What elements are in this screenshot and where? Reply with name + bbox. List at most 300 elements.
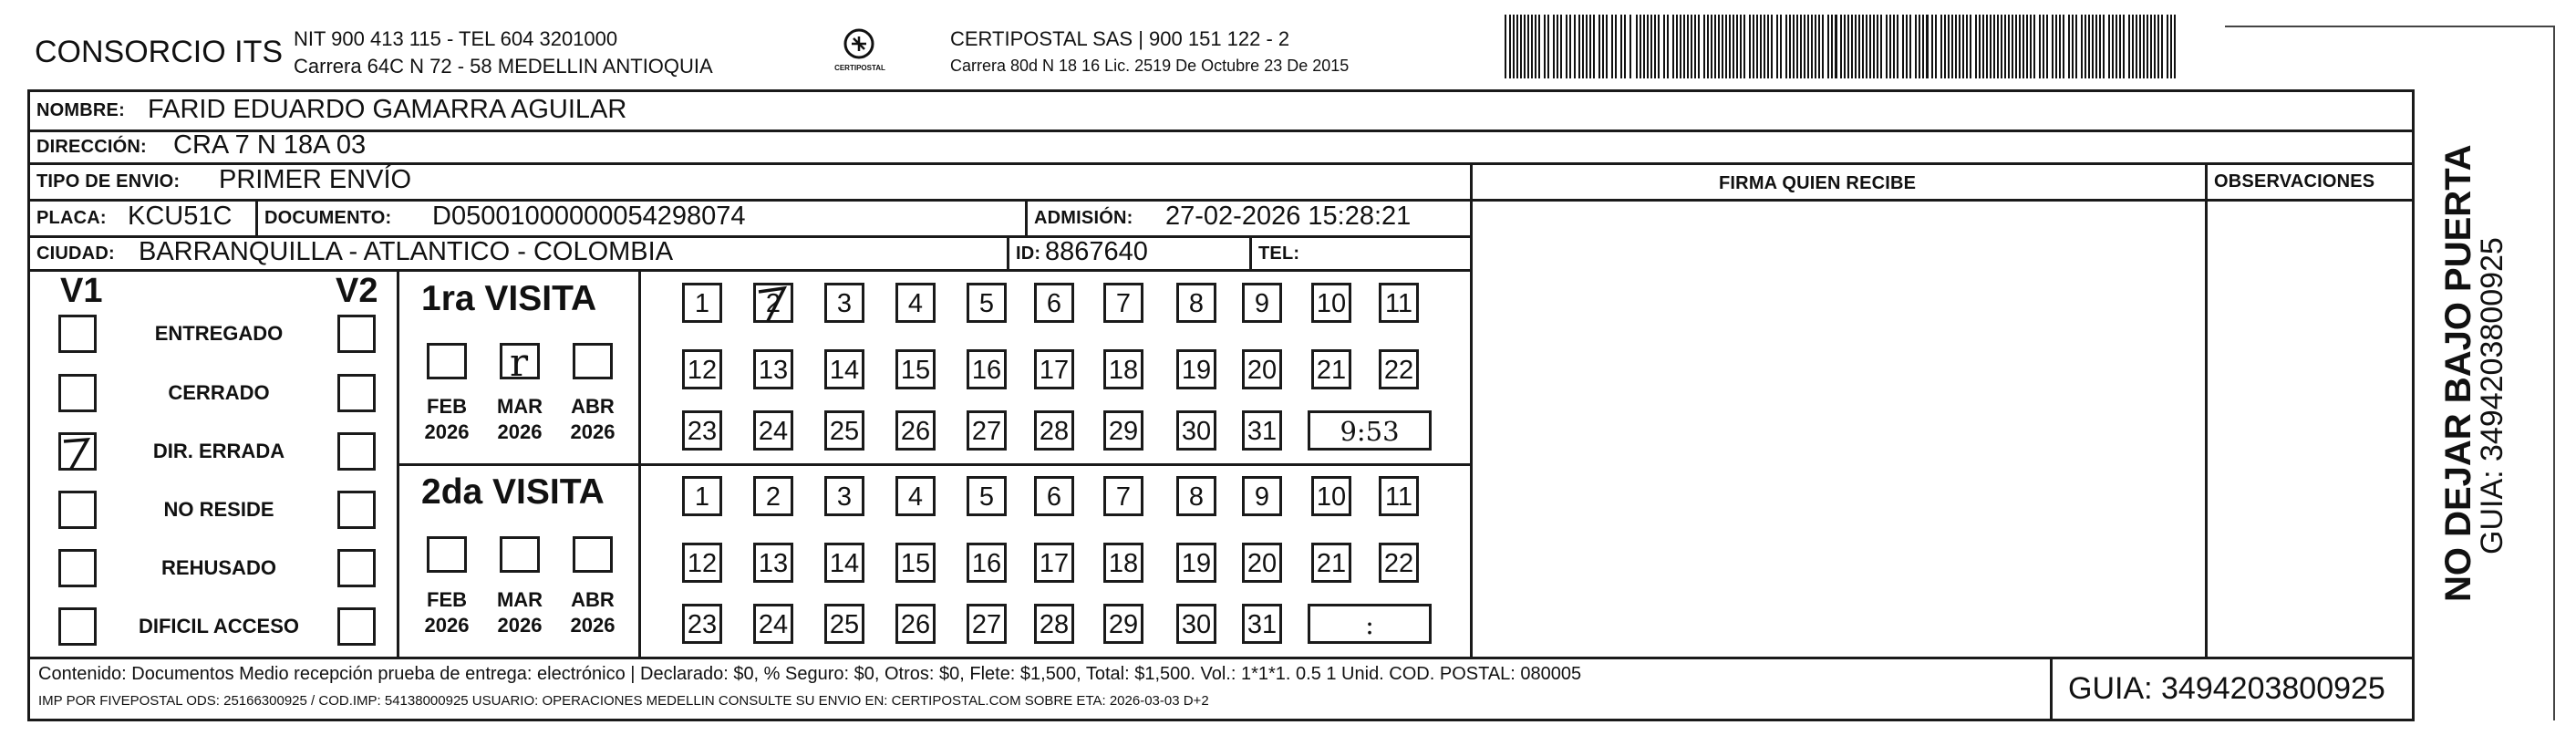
v1-checkbox[interactable] — [58, 315, 97, 353]
day-number: 10 — [1316, 289, 1347, 318]
barcode-bar — [1636, 15, 1638, 78]
day-number: 21 — [1316, 549, 1347, 578]
v2-checkbox[interactable] — [337, 432, 376, 471]
barcode-bar — [1915, 15, 1917, 78]
barcode-bar — [2136, 15, 2137, 78]
barcode-bar — [1851, 15, 1853, 78]
barcode-bar — [2072, 15, 2074, 78]
day-box[interactable] — [1034, 604, 1074, 644]
barcode-bar — [2157, 15, 2159, 78]
day-box[interactable] — [1103, 283, 1143, 323]
barcode-bar — [1663, 15, 1665, 78]
day-number: 3 — [836, 289, 853, 318]
day-box[interactable] — [1034, 543, 1074, 583]
day-box[interactable] — [1379, 476, 1419, 516]
day-box[interactable] — [1242, 349, 1282, 389]
day-box[interactable] — [824, 543, 864, 583]
day-number: 29 — [1108, 610, 1139, 639]
barcode-bar — [1811, 15, 1813, 78]
day-number: 2 — [765, 482, 781, 512]
barcode-bar — [2081, 15, 2083, 78]
barcode-bar — [1711, 15, 1712, 78]
day-number: 22 — [1383, 549, 1414, 578]
ciudad-value: BARRANQUILLA - ATLANTICO - COLOMBIA — [139, 237, 674, 266]
month-label: ABR 2026 — [570, 395, 616, 443]
day-box[interactable] — [682, 476, 722, 516]
barcode-bar — [1667, 15, 1669, 78]
day-box[interactable] — [1103, 410, 1143, 451]
day-box[interactable] — [1034, 410, 1074, 451]
barcode-bar — [1827, 15, 1829, 78]
frame-bottom — [27, 719, 2415, 721]
day-number: 2 — [765, 289, 781, 318]
day-box[interactable] — [1103, 604, 1143, 644]
day-number: 8 — [1188, 482, 1205, 512]
barcode-bar — [1835, 15, 1837, 78]
time-box[interactable] — [1308, 604, 1432, 644]
firma-header-line — [1470, 199, 2415, 202]
day-box[interactable] — [895, 604, 936, 644]
day-number: 22 — [1383, 356, 1414, 385]
day-box[interactable] — [753, 476, 793, 516]
day-box[interactable] — [1242, 476, 1282, 516]
barcode-bar — [1629, 15, 1631, 78]
barcode-bar — [2012, 15, 2013, 78]
barcode-bar — [1740, 15, 1742, 78]
day-box[interactable] — [895, 476, 936, 516]
day-box[interactable] — [1176, 349, 1216, 389]
barcode-bar — [2143, 15, 2145, 78]
row-line-5 — [27, 269, 1473, 272]
barcode-bar — [1598, 15, 1600, 78]
barcode-bar — [1975, 15, 1977, 78]
barcode-bar — [1966, 15, 1968, 78]
barcode-bar — [2147, 15, 2148, 78]
barcode-bar — [2108, 15, 2110, 78]
day-box[interactable] — [682, 283, 722, 323]
barcode-bar — [1698, 15, 1700, 78]
barcode-bar — [2008, 15, 2010, 78]
v1-label: V1 — [60, 272, 103, 310]
day-number: 11 — [1384, 482, 1413, 512]
v1-checkbox[interactable] — [58, 549, 97, 587]
status-option-label: NO RESIDE — [163, 498, 274, 521]
day-number: 17 — [1039, 356, 1070, 385]
day-number: 14 — [829, 549, 860, 578]
frame-top — [27, 89, 2415, 92]
handwritten-month-mark: r — [510, 340, 529, 385]
day-box[interactable] — [967, 476, 1007, 516]
month-checkbox[interactable] — [573, 536, 613, 573]
day-box[interactable] — [967, 410, 1007, 451]
barcode-bar — [2001, 15, 2002, 78]
day-box[interactable] — [1379, 543, 1419, 583]
barcode-bar — [2019, 15, 2021, 78]
day-box[interactable] — [1176, 476, 1216, 516]
barcode-bar — [1926, 15, 1929, 78]
barcode-bar — [1574, 15, 1576, 78]
status-option-label: REHUSADO — [161, 556, 276, 579]
footer-guia-divider — [2050, 657, 2053, 720]
day-box[interactable] — [753, 543, 793, 583]
barcode-bar — [1516, 15, 1518, 78]
day-box[interactable] — [967, 543, 1007, 583]
day-number: 23 — [687, 417, 718, 446]
placa-value: KCU51C — [128, 202, 233, 231]
barcode-bar — [1707, 15, 1709, 78]
day-box[interactable] — [1103, 349, 1143, 389]
barcode-bar — [1691, 15, 1692, 78]
frame-right — [2412, 89, 2415, 721]
day-number: 19 — [1181, 549, 1212, 578]
firma-header: FIRMA QUIEN RECIBE — [1719, 173, 1917, 193]
barcode-bar — [1672, 15, 1674, 78]
barcode-bar — [1771, 15, 1773, 78]
day-box[interactable] — [1034, 349, 1074, 389]
barcode-bar — [1602, 15, 1604, 78]
barcode-bar — [1840, 15, 1842, 78]
day-box[interactable] — [753, 283, 793, 323]
time-value: : — [1365, 609, 1374, 640]
day-number: 4 — [907, 482, 924, 512]
barcode-bar — [1902, 15, 1904, 78]
visit-title: 2da VISITA — [421, 472, 605, 512]
day-box[interactable] — [1311, 543, 1351, 583]
barcode-bar — [1993, 15, 1995, 78]
observaciones-divider — [2205, 162, 2208, 657]
month-checkbox[interactable] — [427, 536, 467, 573]
tel-label: TEL: — [1258, 243, 1300, 264]
barcode-bar — [1940, 15, 1942, 78]
day-box[interactable] — [1242, 543, 1282, 583]
barcode-bar — [1944, 15, 1946, 78]
day-box[interactable] — [895, 410, 936, 451]
barcode-bar — [1955, 15, 1957, 78]
barcode-bar — [1586, 15, 1588, 78]
tipo-value: PRIMER ENVÍO — [219, 165, 412, 194]
day-box[interactable] — [1379, 283, 1419, 323]
day-box[interactable] — [824, 349, 864, 389]
barcode-bar — [1729, 15, 1731, 78]
day-box[interactable] — [682, 410, 722, 451]
barcode — [1505, 15, 2179, 78]
day-number: 11 — [1384, 289, 1413, 318]
day-box[interactable] — [753, 349, 793, 389]
day-number: 4 — [907, 289, 924, 318]
day-number: 12 — [687, 356, 718, 385]
day-box[interactable] — [1311, 283, 1351, 323]
barcode-bar — [1733, 15, 1734, 78]
barcode-bar — [1800, 15, 1802, 78]
tel-divider — [1249, 235, 1252, 269]
barcode-bar — [1615, 15, 1617, 78]
barcode-bar — [1505, 15, 1506, 78]
barcode-bar — [1877, 15, 1878, 78]
day-box[interactable] — [1242, 410, 1282, 451]
day-box[interactable] — [824, 476, 864, 516]
v2-checkbox[interactable] — [337, 549, 376, 587]
admision-divider — [1025, 199, 1028, 235]
barcode-bar — [2092, 15, 2094, 78]
day-number: 16 — [971, 356, 1002, 385]
barcode-bar — [1658, 15, 1660, 78]
day-number: 9 — [1254, 289, 1270, 318]
barcode-bar — [1776, 15, 1778, 78]
barcode-bar — [2150, 15, 2152, 78]
day-number: 5 — [978, 482, 995, 512]
day-number: 28 — [1039, 417, 1070, 446]
day-number: 10 — [1316, 482, 1347, 512]
courier-address: Carrera 80d N 18 16 Lic. 2519 De Octubre 23 De 2015 — [950, 57, 1350, 75]
barcode-bar — [2033, 15, 2035, 78]
barcode-bar — [2088, 15, 2090, 78]
barcode-bar — [2063, 15, 2064, 78]
v2-checkbox[interactable] — [337, 315, 376, 353]
day-box[interactable] — [824, 410, 864, 451]
barcode-bar — [2128, 15, 2130, 78]
day-box[interactable] — [753, 410, 793, 451]
barcode-bar — [2043, 15, 2044, 78]
day-number: 6 — [1046, 289, 1062, 318]
day-number: 24 — [758, 610, 789, 639]
barcode-bar — [1756, 15, 1758, 78]
visit-separator — [397, 463, 1473, 466]
id-value: 8867640 — [1045, 237, 1148, 266]
barcode-bar — [1714, 15, 1716, 78]
barcode-bar — [1831, 15, 1833, 78]
courier-name: CERTIPOSTAL SAS | 900 151 122 - 2 — [950, 27, 1290, 50]
day-number: 30 — [1181, 610, 1212, 639]
day-box[interactable] — [967, 349, 1007, 389]
barcode-bar — [1687, 15, 1689, 78]
barcode-bar — [2030, 15, 2032, 78]
day-number: 17 — [1039, 549, 1070, 578]
barcode-bar — [1844, 15, 1846, 78]
v1-checkbox[interactable] — [58, 374, 97, 412]
barcode-bar — [1869, 15, 1871, 78]
month-label: MAR 2026 — [496, 588, 543, 637]
day-number: 25 — [829, 610, 860, 639]
barcode-bar — [2052, 15, 2054, 78]
day-box[interactable] — [1034, 476, 1074, 516]
day-number: 29 — [1108, 417, 1139, 446]
frame-right-outer — [2553, 27, 2555, 720]
barcode-bar — [1764, 15, 1765, 78]
barcode-bar — [1858, 15, 1860, 78]
admision-value: 27-02-2026 15:28:21 — [1165, 202, 1412, 231]
barcode-bar — [1544, 15, 1546, 78]
month-label: MAR 2026 — [496, 395, 543, 443]
barcode-bar — [2112, 15, 2114, 78]
barcode-bar — [1560, 15, 1562, 78]
barcode-bar — [2039, 15, 2041, 78]
footer-imp: IMP POR FIVEPOSTAL ODS: 25166300925 / COD.IMP: 54138000925 USUARIO: OPERACIONES MEDELLIN CONSULTE SU ENVIO EN: CERTIPOSTAL.COM SOBRE ETA: 2026-03-03 D+2 — [38, 693, 1209, 709]
barcode-bar — [2085, 15, 2086, 78]
barcode-bar — [1676, 15, 1678, 78]
logo-text: CERTIPOSTAL — [834, 64, 885, 72]
day-box[interactable] — [1176, 410, 1216, 451]
barcode-bar — [1959, 15, 1960, 78]
day-number: 23 — [687, 610, 718, 639]
barcode-bar — [2015, 15, 2017, 78]
day-box[interactable] — [824, 283, 864, 323]
barcode-bar — [1906, 15, 1908, 78]
day-box[interactable] — [1242, 283, 1282, 323]
barcode-bar — [1611, 15, 1613, 78]
barcode-bar — [1873, 15, 1875, 78]
barcode-bar — [1722, 15, 1723, 78]
barcode-bar — [2099, 15, 2101, 78]
barcode-bar — [1589, 15, 1591, 78]
month-checkbox[interactable] — [427, 343, 467, 379]
frame-left — [27, 89, 30, 721]
day-box[interactable] — [1176, 283, 1216, 323]
v2-checkbox[interactable] — [337, 607, 376, 646]
day-box[interactable] — [682, 543, 722, 583]
month-label: FEB 2026 — [424, 395, 470, 443]
barcode-bar — [2059, 15, 2061, 78]
barcode-bar — [2075, 15, 2077, 78]
day-box[interactable] — [824, 604, 864, 644]
day-number: 27 — [971, 417, 1002, 446]
v1-checkbox[interactable] — [58, 607, 97, 646]
barcode-bar — [1531, 15, 1533, 78]
day-number: 7 — [1115, 482, 1132, 512]
day-number: 16 — [971, 549, 1002, 578]
certipostal-logo — [832, 26, 886, 78]
barcode-bar — [1620, 15, 1622, 78]
day-box[interactable] — [895, 283, 936, 323]
nombre-label: NOMBRE: — [36, 100, 125, 120]
placa-label: PLACA: — [36, 208, 107, 228]
day-box[interactable] — [1103, 543, 1143, 583]
day-box[interactable] — [682, 604, 722, 644]
barcode-bar — [1509, 15, 1511, 78]
barcode-bar — [2103, 15, 2105, 78]
day-box[interactable] — [682, 349, 722, 389]
barcode-bar — [1951, 15, 1953, 78]
barcode-bar — [1767, 15, 1769, 78]
status-option-label: CERRADO — [168, 381, 270, 404]
barcode-bar — [1789, 15, 1791, 78]
day-box[interactable] — [753, 604, 793, 644]
day-box[interactable] — [1311, 349, 1351, 389]
barcode-bar — [1743, 15, 1745, 78]
barcode-bar — [1893, 15, 1895, 78]
v2-checkbox[interactable] — [337, 374, 376, 412]
barcode-bar — [1680, 15, 1681, 78]
day-number: 6 — [1046, 482, 1062, 512]
barcode-bar — [1822, 15, 1824, 78]
v2-checkbox[interactable] — [337, 491, 376, 529]
day-number: 9 — [1254, 482, 1270, 512]
day-box[interactable] — [967, 283, 1007, 323]
visit-title: 1ra VISITA — [421, 279, 597, 318]
day-number: 15 — [900, 356, 931, 385]
barcode-bar — [2170, 15, 2172, 78]
frame-top-outer — [2225, 26, 2555, 27]
footer-line — [27, 657, 2415, 659]
documento-label: DOCUMENTO: — [264, 208, 392, 228]
day-number: 13 — [758, 549, 789, 578]
month-checkbox[interactable] — [500, 340, 540, 385]
barcode-bar — [1643, 15, 1645, 78]
barcode-bar — [1997, 15, 1999, 78]
company-name: CONSORCIO ITS — [35, 35, 284, 69]
direccion-label: DIRECCIÓN: — [36, 137, 147, 157]
day-box[interactable] — [1242, 604, 1282, 644]
day-number: 28 — [1039, 610, 1070, 639]
barcode-bar — [1807, 15, 1809, 78]
barcode-bar — [1557, 15, 1558, 78]
day-box[interactable] — [1311, 476, 1351, 516]
day-number: 19 — [1181, 356, 1212, 385]
day-number: 13 — [758, 356, 789, 385]
month-checkbox[interactable] — [573, 343, 613, 379]
barcode-bar — [1703, 15, 1705, 78]
barcode-bar — [1815, 15, 1816, 78]
firma-divider — [1470, 162, 1473, 657]
barcode-bar — [2004, 15, 2006, 78]
id-label: ID: — [1016, 243, 1041, 264]
status-option-label: DIR. ERRADA — [152, 440, 285, 462]
day-number: 25 — [829, 417, 860, 446]
barcode-bar — [1569, 15, 1571, 78]
time-box[interactable] — [1308, 410, 1432, 451]
day-box[interactable] — [1034, 283, 1074, 323]
day-box[interactable] — [895, 543, 936, 583]
day-box[interactable] — [967, 604, 1007, 644]
day-box[interactable] — [895, 349, 936, 389]
day-number: 18 — [1108, 549, 1139, 578]
row-line-1 — [27, 130, 2415, 132]
barcode-bar — [1804, 15, 1805, 78]
company-nit: NIT 900 413 115 - TEL 604 3201000 — [294, 27, 618, 50]
month-checkbox[interactable] — [500, 536, 540, 573]
barcode-bar — [1880, 15, 1882, 78]
barcode-bar — [1582, 15, 1584, 78]
barcode-bar — [1986, 15, 1988, 78]
barcode-bar — [1524, 15, 1526, 78]
barcode-bar — [1793, 15, 1795, 78]
barcode-bar — [1785, 15, 1787, 78]
barcode-bar — [2139, 15, 2141, 78]
barcode-bar — [1650, 15, 1652, 78]
day-number: 31 — [1247, 610, 1278, 639]
footer-contenido: Contenido: Documentos Medio recepción prueba de entrega: electrónico | Declarado: $0, % Seguro: $0, Otros: $0, Flete: $1,500, Total: $1,500. Vol.: 1*1*1. 0.5 1 Unid. COD. POSTAL: 080005 — [38, 664, 1582, 684]
barcode-bar — [1866, 15, 1867, 78]
barcode-bar — [1694, 15, 1696, 78]
day-box[interactable] — [1176, 543, 1216, 583]
barcode-bar — [2123, 15, 2125, 78]
day-box[interactable] — [1379, 349, 1419, 389]
day-box[interactable] — [1103, 476, 1143, 516]
status-option-label: DIFICIL ACCESO — [138, 615, 299, 637]
v1-checkbox[interactable] — [58, 491, 97, 529]
barcode-bar — [2116, 15, 2117, 78]
barcode-bar — [1922, 15, 1924, 78]
day-number: 14 — [829, 356, 860, 385]
day-number: 18 — [1108, 356, 1139, 385]
company-address: Carrera 64C N 72 - 58 MEDELLIN ANTIOQUIA — [294, 55, 713, 78]
barcode-bar — [1970, 15, 1971, 78]
day-number: 26 — [900, 610, 931, 639]
day-number: 8 — [1188, 289, 1205, 318]
day-box[interactable] — [1176, 604, 1216, 644]
v1-checkbox[interactable] — [58, 432, 97, 471]
barcode-bar — [1654, 15, 1656, 78]
day-number: 20 — [1247, 549, 1278, 578]
